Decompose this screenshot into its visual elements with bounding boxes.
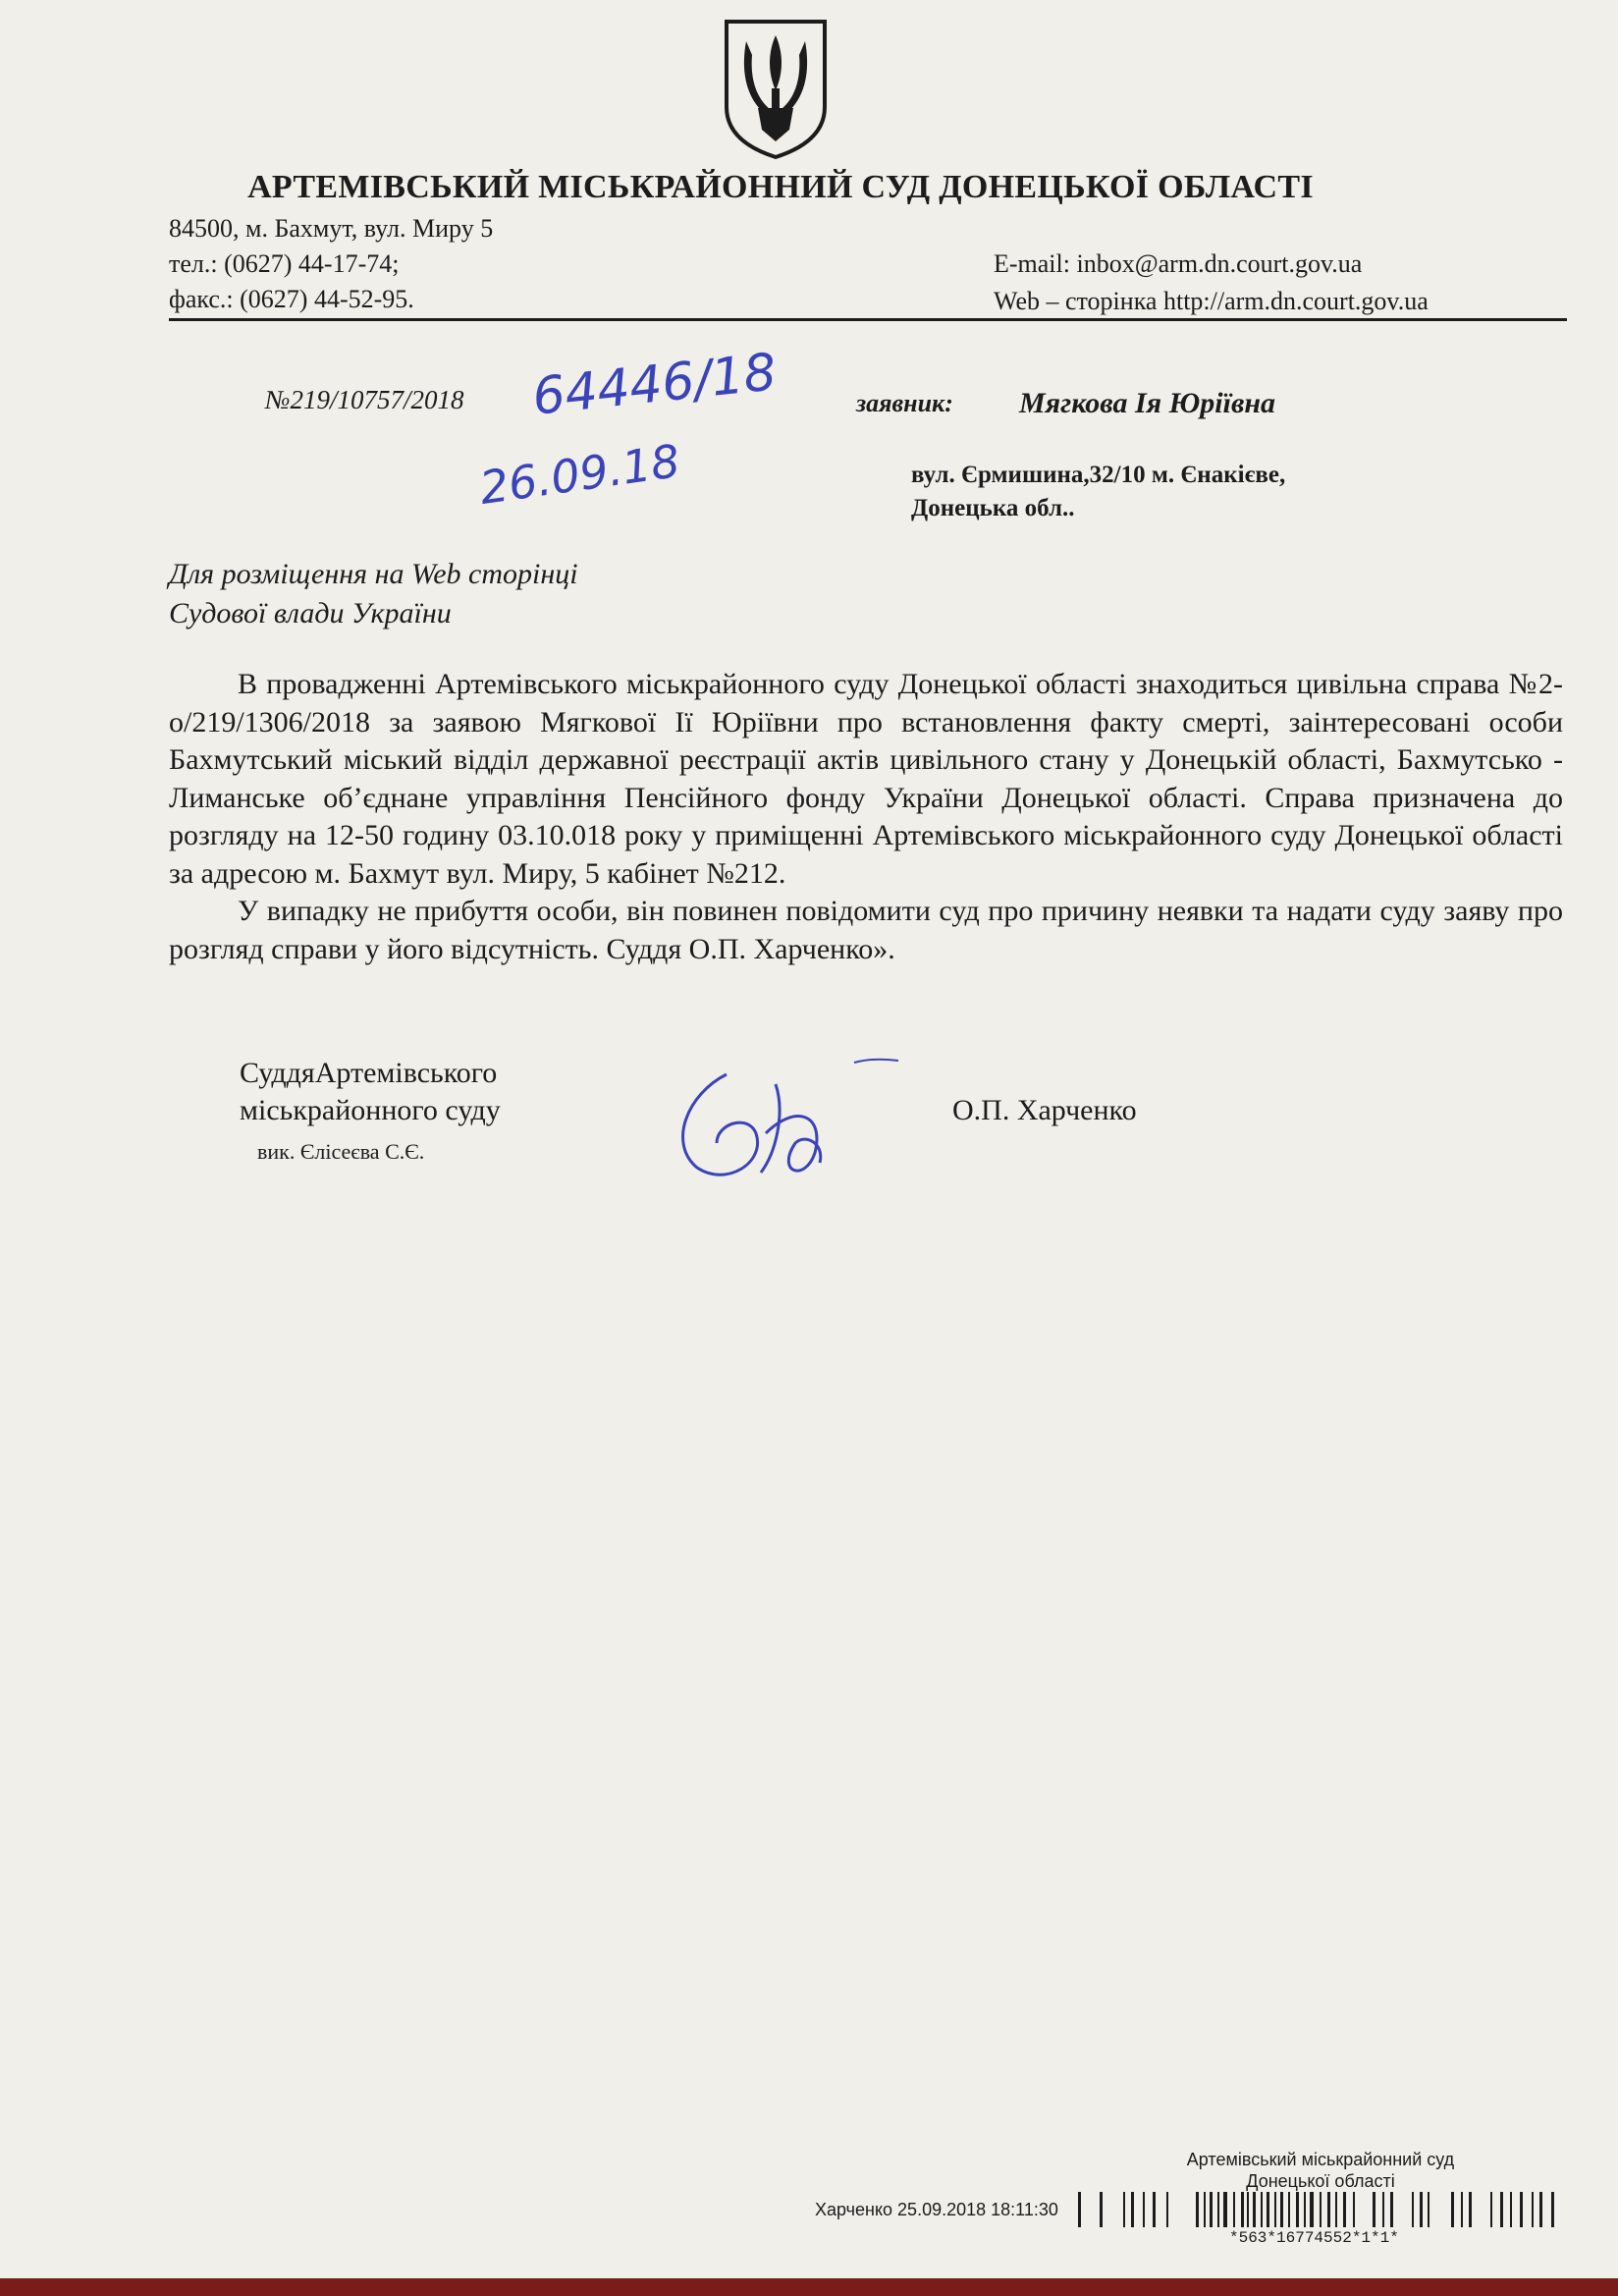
web-note-line1: Для розміщення на Web сторінці [169, 558, 578, 590]
handwritten-signature-icon [658, 1045, 913, 1192]
stamp-meta: Харченко 25.09.2018 18:11:30 [815, 2200, 1058, 2219]
court-title: АРТЕМІВСЬКИЙ МІСЬКРАЙОННИЙ СУД ДОНЕЦЬКОЇ ОБЛАСТІ [247, 169, 1314, 205]
court-phone: тел.: (0627) 44-17-74; [169, 249, 400, 278]
executor-note: вик. Єлісеєва С.Є. [257, 1139, 425, 1164]
handwritten-reg-date: 26.09.18 [476, 434, 683, 515]
court-fax: факс.: (0627) 44-52-95. [169, 285, 414, 313]
judge-name: О.П. Харченко [952, 1094, 1137, 1126]
barcode-number: *563*16774552*1*1* [1229, 2229, 1399, 2247]
applicant-address-line1: вул. Єрмишина,32/10 м. Єнакієве, [911, 462, 1286, 488]
applicant-name: Мягкова Ія Юріївна [1019, 387, 1276, 419]
signer-position-line2: міськрайонного суду [240, 1094, 501, 1126]
barcode-icon [1078, 2192, 1559, 2227]
court-email: E-mail: inbox@arm.dn.court.gov.ua [994, 249, 1363, 278]
header-divider [169, 318, 1567, 321]
stamp-court-line2: Донецької області [1246, 2171, 1395, 2191]
handwritten-reg-number: 64446/18 [529, 343, 780, 427]
letter-body [169, 666, 1563, 968]
body-paragraph-2: У випадку не прибуття особи, він повинен повідомити суд про причину неявки та надати суду заяву про розгляд справи у його відсутність. Суддя О.П. Харченко». [169, 895, 1563, 965]
web-note-line2: Судової влади України [169, 597, 452, 629]
signer-position-line1: СуддяАртемівського [240, 1057, 498, 1089]
court-address: 84500, м. Бахмут, вул. Миру 5 [169, 214, 494, 243]
stamp-court-line1: Артемівський міськрайонний суд [1186, 2150, 1455, 2169]
registration-stamp [1178, 2149, 1463, 2192]
applicant-label: заявник: [856, 389, 953, 417]
trident-emblem-icon [717, 14, 835, 161]
applicant-address-line2: Донецька обл.. [911, 495, 1075, 521]
court-web: Web – сторінка http://arm.dn.court.gov.ua [994, 287, 1429, 315]
body-paragraph-1: В провадженні Артемівського міськрайонного суду Донецької області знаходиться цивільна справа №2-о/219/1306/2018 за заявою Мягкової Ії Юріївни про встановлення факту смерті, заінтересовані особи Бахмутський міський відділ державної реєстрації актів цивільного стану у Донецькій області, Бахмутсько - Лиманське об’єднане управління Пенсійного фонду України Донецької області. Справа призначена до розгляду на 12-50 годину 03.10.018 року у приміщенні Артемівського міськрайонного суду Донецької області за адресою м. Бахмут вул. Миру, 5 кабінет №212. [169, 668, 1563, 890]
outgoing-number: №219/10757/2018 [265, 385, 464, 414]
scan-edge-strip [0, 2278, 1618, 2296]
